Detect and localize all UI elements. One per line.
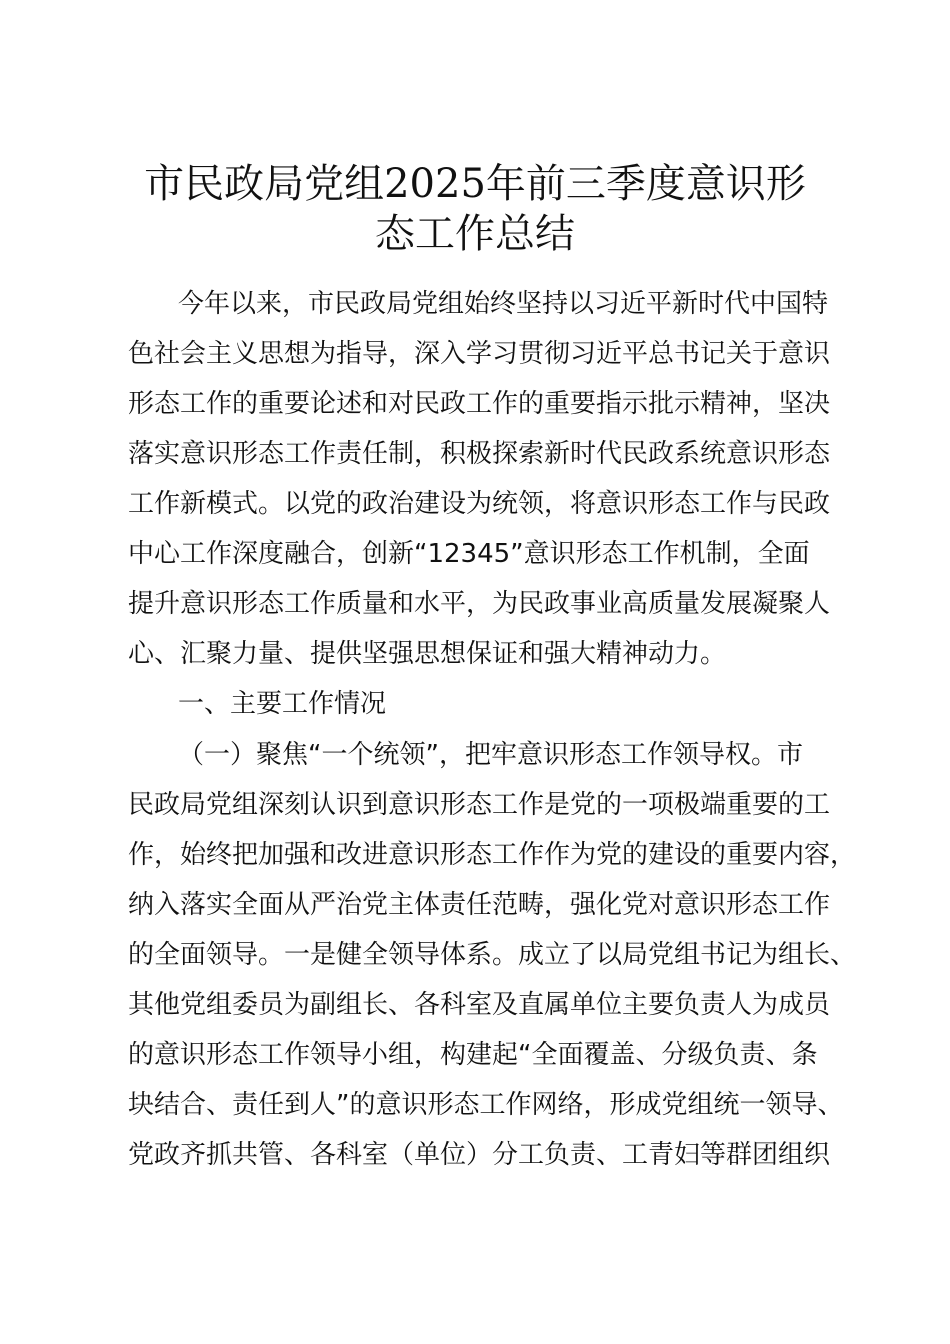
document-title-line-1: 市民政局党组2025年前三季度意识形: [144, 161, 806, 207]
body-line-18: 党政齐抓共管、各科室（单位）分工负责、工青妇等群团组织: [128, 1140, 831, 1170]
body-line-16: 的意识形态工作领导小组，构建起“全面覆盖、分级负责、条: [128, 1040, 818, 1070]
body-line-3: 形态工作的重要论述和对民政工作的重要指示批示精神，坚决: [128, 389, 831, 419]
body-line-13: 纳入落实全面从严治党主体责任范畴，强化党对意识形态工作: [128, 890, 831, 920]
body-line-10: （一）聚焦“一个统领”，把牢意识形态工作领导权。市: [178, 740, 803, 770]
body-line-8: 心、汇聚力量、提供坚强思想保证和强大精神动力。: [128, 639, 727, 669]
body-line-6: 中心工作深度融合，创新“12345”意识形态工作机制，全面: [128, 539, 810, 569]
body-line-2: 色社会主义思想为指导，深入学习贯彻习近平总书记关于意识: [128, 339, 831, 369]
body-line-14: 的全面领导。一是健全领导体系。成立了以局党组书记为组长、: [128, 940, 857, 970]
body-line-12: 作，始终把加强和改进意识形态工作作为党的建设的重要内容，: [128, 840, 857, 870]
document-title-line-2: 态工作总结: [375, 211, 575, 257]
body-line-17: 块结合、责任到人”的意识形态工作网络，形成党组统一领导、: [128, 1090, 844, 1120]
body-line-7: 提升意识形态工作质量和水平，为民政事业高质量发展凝聚人: [128, 589, 831, 619]
body-line-4: 落实意识形态工作责任制，积极探索新时代民政系统意识形态: [128, 439, 831, 469]
body-line-1: 今年以来，市民政局党组始终坚持以习近平新时代中国特: [178, 289, 829, 319]
section-heading: 一、主要工作情况: [178, 689, 387, 719]
body-line-5: 工作新模式。以党的政治建设为统领，将意识形态工作与民政: [128, 489, 831, 519]
body-line-15: 其他党组委员为副组长、各科室及直属单位主要负责人为成员: [128, 990, 831, 1020]
body-line-11: 民政局党组深刻认识到意识形态工作是党的一项极端重要的工: [128, 790, 831, 820]
